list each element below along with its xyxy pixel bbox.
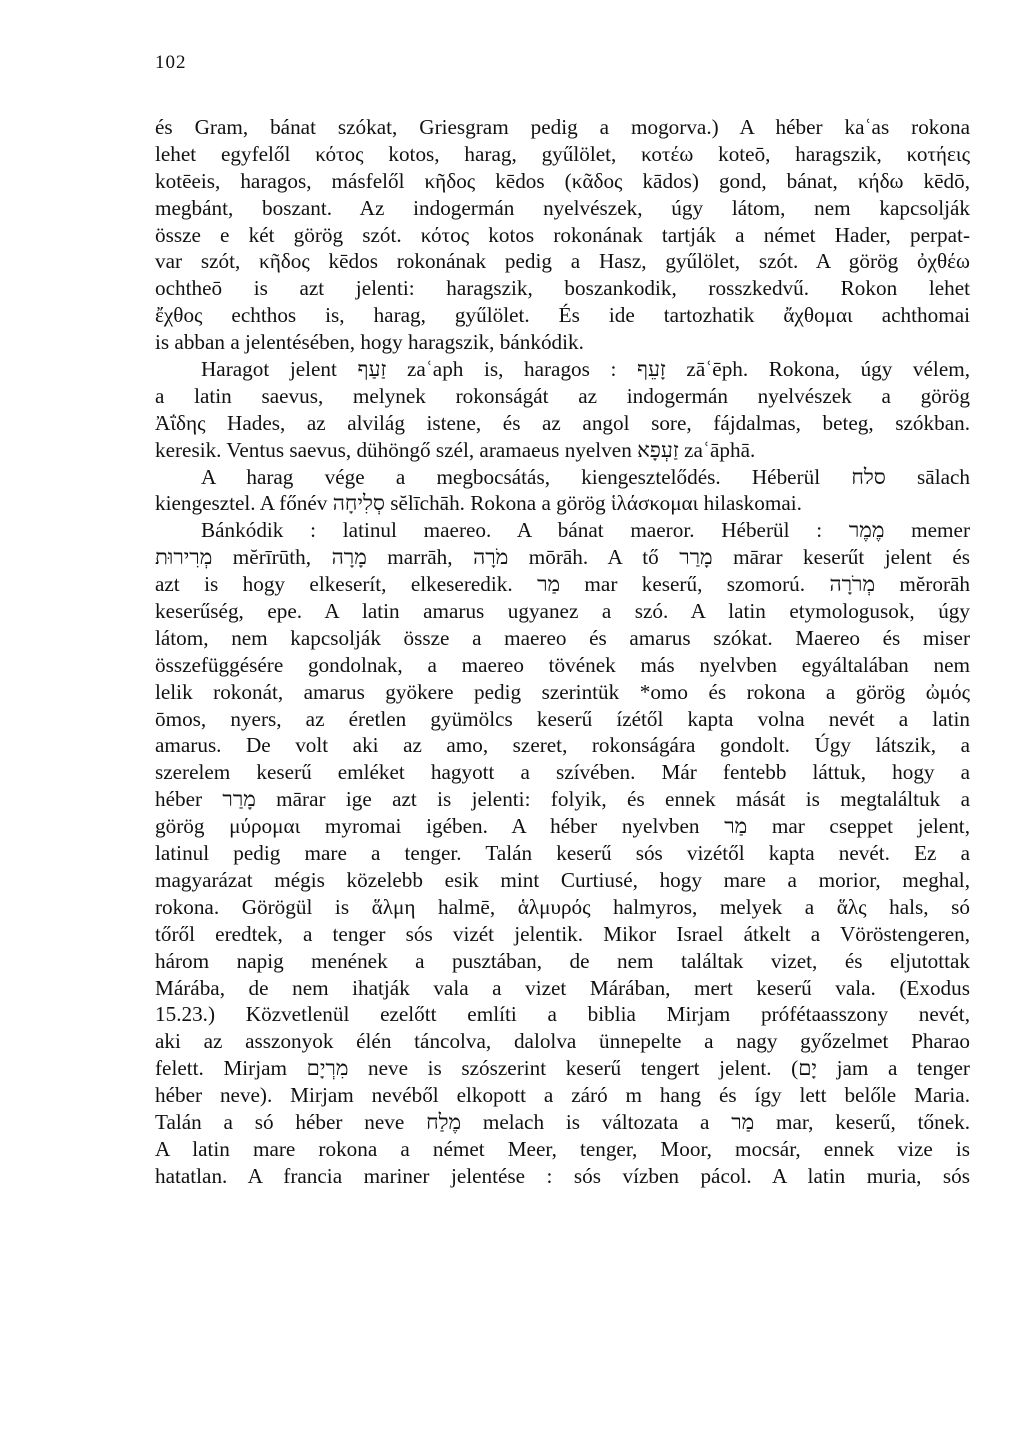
text-line: Márába, de nem ihatják vala a vizet Márában, mert keserű vala. (Exodus [155, 975, 970, 1000]
text-line: ochtheō is azt jelenti: haragszik, boszankodik, rosszkedvű. Rokon lehet [155, 276, 970, 301]
text-line: megbánt, boszant. Az indogermán nyelvészek, úgy látom, nem kapcsolják [155, 195, 970, 220]
text-line: Bánkódik : latinul maereo. A bánat maeror. Héberül : מֶמֶר memer [201, 518, 970, 543]
text-line: lehet egyfelől κότος kotos, harag, gyűlölet, κοτέω koteō, haragszik, κοτήεις [155, 141, 970, 166]
text-line: aki az asszonyok élén táncolva, dalolva ünnepelte a nagy győzelmet Pharao [155, 1029, 970, 1054]
text-line: össze e két görög szót. κότος kotos rokonának tartják a német Hader, perpat- [155, 222, 970, 247]
text-line: héber neve). Mirjam nevéből elkopott a záró m hang és így lett belőle Maria. [155, 1083, 970, 1108]
text-line: azt is hogy elkeserít, elkeseredik. מַר mar keserű, szomorú. מְרֹרָה mĕrorāh [155, 572, 970, 597]
text-line: 15.23.) Közvetlenül ezelőtt említi a biblia Mirjam prófétaasszony nevét, [155, 1002, 970, 1027]
text-line: keresik. Ventus saevus, dühöngő szél, aramaeus nyelven זַעְפָא zaʿāphā. [155, 437, 756, 462]
text-line: magyarázat mégis közelebb esik mint Curtiusé, hogy mare a morior, meghal, [155, 867, 970, 892]
text-line: ōmos, nyers, az éretlen gyümölcs keserű ízétől kapta volna nevét a latin [155, 706, 970, 731]
text-line: felett. Mirjam מִרְיָם neve is szószerint keserű tengert jelent. (יָם jam a tenger [155, 1056, 970, 1081]
text-line: Ἀΐδης Hades, az alvilág istene, és az angol sore, fájdalmas, beteg, szókban. [155, 410, 970, 435]
text-line: ἔχθος echthos is, harag, gyűlölet. És ide tartozhatik ἄχθομαι achthomai [155, 303, 970, 328]
page-number: 102 [155, 52, 187, 73]
text-line: var szót, κῆδος kēdos rokonának pedig a Hasz, gyűlölet, szót. A görög ὀχθέω [155, 249, 970, 274]
text-line: szerelem keserű emléket hagyott a szívében. Már fentebb láttuk, hogy a [155, 760, 970, 785]
text-line: tőről eredtek, a tenger sós vizét jelentik. Mikor Israel átkelt a Vöröstengeren, [155, 921, 970, 946]
text-line: görög μύρομαι myromai igében. A héber nyelvben מַר mar cseppet jelent, [155, 814, 970, 839]
text-line: amarus. De volt aki az amo, szeret, rokonságára gondolt. Úgy látszik, a [155, 733, 970, 758]
text-line: is abban a jelentésében, hogy haragszik, bánkódik. [155, 330, 584, 355]
text-line: rokona. Görögül is ἅλμη halmē, ἁλμυρός halmyros, melyek a ἅλς hals, só [155, 894, 970, 919]
text-line: hatatlan. A francia mariner jelentése : sós vízben pácol. A latin muria, sós [155, 1163, 970, 1188]
text-line: látom, nem kapcsolják össze a maereo és amarus szókat. Maereo és miser [155, 625, 970, 650]
text-line: kiengesztel. A főnév סְלִיחָה sĕlīchāh. Rokona a görög ἱλάσκομαι hilaskomai. [155, 491, 802, 516]
text-line: keserűség, epe. A latin amarus ugyanez a szó. A latin etymologusok, úgy [155, 599, 970, 624]
text-line: Haragot jelent זַעַף zaʿaph is, haragos : זָעֵף zāʿēph. Rokona, úgy vélem, [201, 357, 970, 382]
text-line: héber מָרַר mārar ige azt is jelenti: folyik, és ennek mását is megtaláltuk a [155, 787, 970, 812]
text-line: kotēeis, haragos, másfelől κῆδος kēdos (κᾶδος kādos) gond, bánat, κήδω kēdō, [155, 168, 970, 193]
text-line: és Gram, bánat szókat, Griesgram pedig a mogorva.) A héber kaʿas rokona [155, 115, 970, 139]
text-line: A harag vége a megbocsátás, kiengesztelődés. Héberül סלח sālach [201, 464, 970, 489]
text-line: összefüggésére gondolnak, a maereo tövének más nyelvben egyáltalában nem [155, 652, 970, 677]
text-line: három napig menének a pusztában, de nem találtak vizet, és eljutottak [155, 948, 970, 973]
text-line: latinul pedig mare a tenger. Talán keserű sós vizétől kapta nevét. Ez a [155, 841, 970, 866]
body-text [155, 114, 970, 1190]
text-line: lelik rokonát, amarus gyökere pedig szerintük *omo és rokona a görög ὠμός [155, 679, 970, 704]
text-line: Talán a só héber neve מֶלַח melach is változata a מַר mar, keserű, tőnek. [155, 1109, 970, 1134]
text-line: מְרִירוּת mĕrīrūth, מָרָה marrāh, מֹרָה mōrāh. A tő מָרַר mārar keserűt jelent és [155, 545, 970, 570]
text-line: a latin saevus, melynek rokonságát az indogermán nyelvészek a görög [155, 383, 970, 408]
text-line: A latin mare rokona a német Meer, tenger, Moor, mocsár, ennek vize is [155, 1136, 970, 1161]
